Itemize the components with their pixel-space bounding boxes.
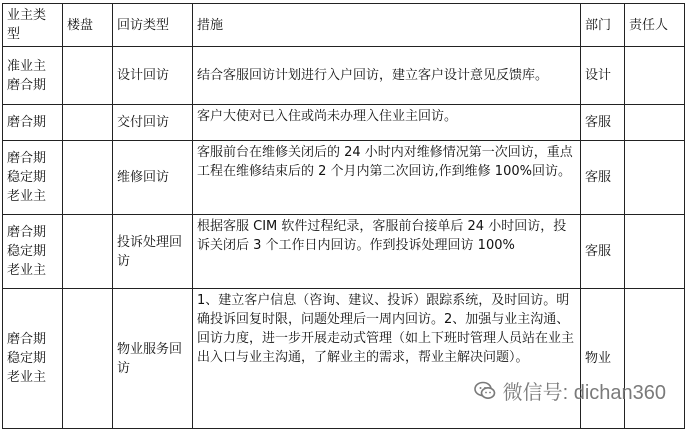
followup-table [2, 3, 685, 429]
watermark [473, 376, 666, 405]
header-owner-type: 业主类型 [3, 4, 63, 47]
department-cell: 客服 [581, 141, 625, 215]
owner-type-line: 磨合期 [7, 225, 47, 240]
header-visit-type: 回访类型 [113, 4, 193, 47]
owner-type-line: 老业主 [7, 189, 47, 204]
visit-type-cell: 设计回访 [113, 47, 193, 105]
department-cell: 物业 [581, 289, 625, 429]
owner-type-line: 稳定期 [7, 351, 47, 366]
building-cell [63, 47, 113, 105]
owner-type-cell [3, 47, 63, 105]
owner-type-line: 准业主 [7, 58, 47, 74]
building-cell [63, 215, 113, 289]
owner-type-cell [3, 105, 63, 141]
responsible-cell [625, 289, 685, 429]
building-cell [63, 141, 113, 215]
table-row [3, 141, 685, 215]
measures-cell: 根据客服 CIM 软件过程纪录，客服前台接单后 24 小时回访，投诉关闭后 3 个工作日内回访。作到投诉处理回访 100% [193, 215, 581, 289]
owner-type-line: 稳定期 [7, 170, 47, 185]
measures-cell: 1、建立客户信息（咨询、建议、投诉）跟踪系统，及时回访。明确投诉回复时限，问题处理后一周内回访。2、加强与业主沟通、回访力度，进一步开展走动式管理（如上下班时管理人员站在业主出入口与业主沟通，了解业主的需求，帮业主解决问题）。 [193, 289, 581, 429]
visit-type-cell: 物业服务回访 [113, 289, 193, 429]
table-row [3, 215, 685, 289]
owner-type-cell [3, 215, 63, 289]
table-row [3, 47, 685, 105]
measures-cell: 客服前台在维修关闭后的 24 小时内对维修情况第一次回访，重点工程在维修结束后的 2 个月内第二次回访,作到维修 100%回访。 [193, 141, 581, 215]
owner-type-line: 老业主 [7, 370, 47, 385]
owner-type-cell [3, 141, 63, 215]
table-row [3, 289, 685, 429]
responsible-cell [625, 47, 685, 105]
owner-type-line: 稳定期 [7, 244, 47, 259]
wechat-icon [473, 379, 497, 403]
header-measures: 措施 [193, 4, 581, 47]
owner-type-line: 磨合期 [7, 115, 47, 130]
owner-type-line: 老业主 [7, 263, 47, 278]
department-cell: 设计 [581, 47, 625, 105]
measures-cell: 结合客服回访计划进行入户回访，建立客户设计意见反馈库。 [193, 47, 581, 105]
header-row [3, 4, 685, 47]
header-department: 部门 [581, 4, 625, 47]
table-row [3, 105, 685, 141]
header-building: 楼盘 [63, 4, 113, 47]
visit-type-cell: 投诉处理回访 [113, 215, 193, 289]
watermark-text: 微信号: dichan360 [502, 382, 666, 404]
owner-type-cell [3, 289, 63, 429]
building-cell [63, 289, 113, 429]
department-cell: 客服 [581, 215, 625, 289]
building-cell [63, 105, 113, 141]
responsible-cell [625, 105, 685, 141]
header-responsible: 责任人 [625, 4, 685, 47]
department-cell: 客服 [581, 105, 625, 141]
owner-type-line: 磨合期 [7, 151, 47, 166]
visit-type-cell: 维修回访 [113, 141, 193, 215]
measures-cell: 客户大使对已入住或尚未办理入住业主回访。 [193, 105, 581, 141]
visit-type-cell: 交付回访 [113, 105, 193, 141]
responsible-cell [625, 215, 685, 289]
responsible-cell [625, 141, 685, 215]
owner-type-line: 磨合期 [7, 332, 47, 347]
owner-type-line: 磨合期 [7, 77, 47, 93]
